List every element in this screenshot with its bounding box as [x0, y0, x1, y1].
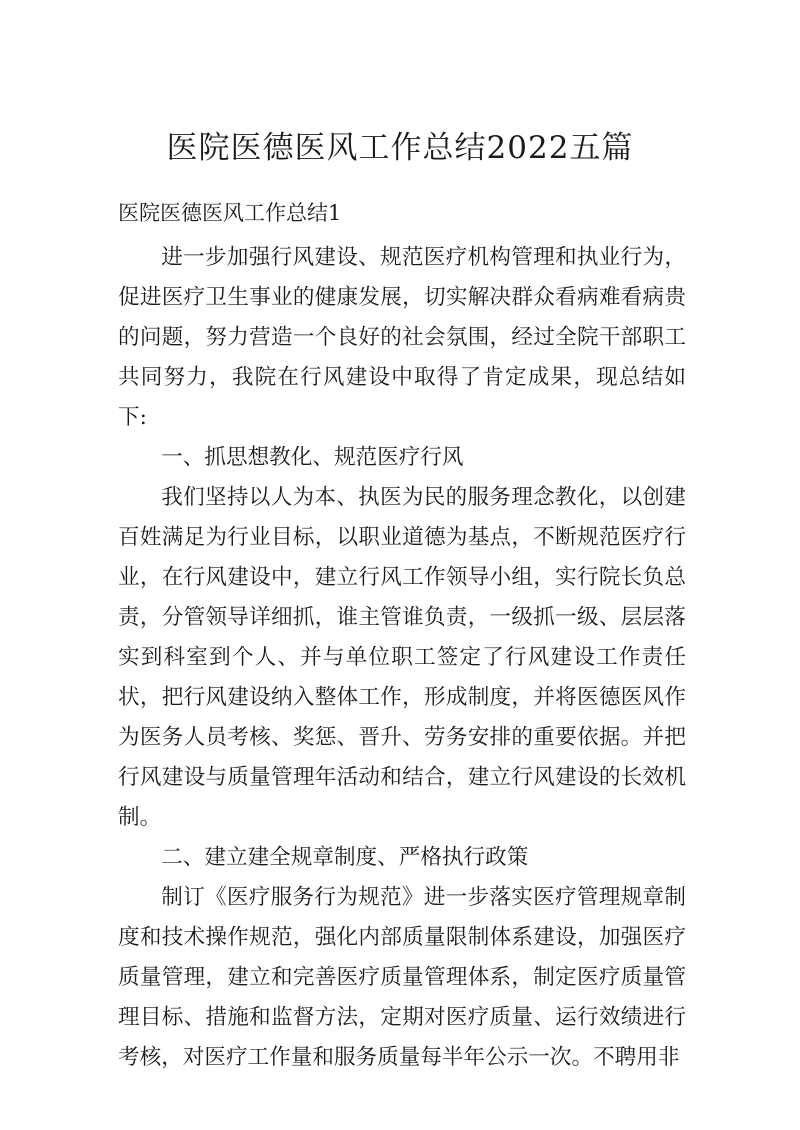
section-title: 医院医德医风工作总结1 [118, 201, 342, 225]
paragraph: 我们坚持以人为本、执医为民的服务理念教化，以创建百姓满足为行业目标，以职业道德为基点，不断规范医疗行业，在行风建设中，建立行风工作领导小组，实行院长负总责，分管领导详细抓，谁主管谁负责，一级抓一级、层层落实到科室到个人、并与单位职工签定了行风建设工作责任状，把行风建设纳入整体工作，形成制度，并将医德医风作为医务人员考核、奖惩、晋升、劳务安排的重要依据。并把行风建设与质量管理年活动和结合，建立行风建设的长效机制。 [118, 485, 686, 830]
paragraph: 制订《医疗服务行为规范》进一步落实医疗管理规章制度和技术操作规范，强化内部质量限制体系建设，加强医疗质量管理，建立和完善医疗质量管理体系，制定医疗质量管理目标、措施和监督方法，定期对医疗质量、运行效绩进行考核，对医疗工作量和服务质量每半年公示一次。不聘用非 [118, 885, 686, 1070]
document-body [118, 238, 686, 1078]
paragraph: 进一步加强行风建设、规范医疗机构管理和执业行为，促进医疗卫生事业的健康发展，切实解决群众看病难看病贵的问题，努力营造一个良好的社会氛围，经过全院干部职工共同努力，我院在行风建设中取得了肯定成果，现总结如下: [118, 245, 686, 430]
subheading: 二、建立建全规章制度、严格执行政策 [161, 845, 529, 870]
subheading: 一、抓思想教化、规范医疗行风 [161, 445, 464, 470]
document-title: 医院医德医风工作总结2022五篇 [166, 130, 634, 166]
